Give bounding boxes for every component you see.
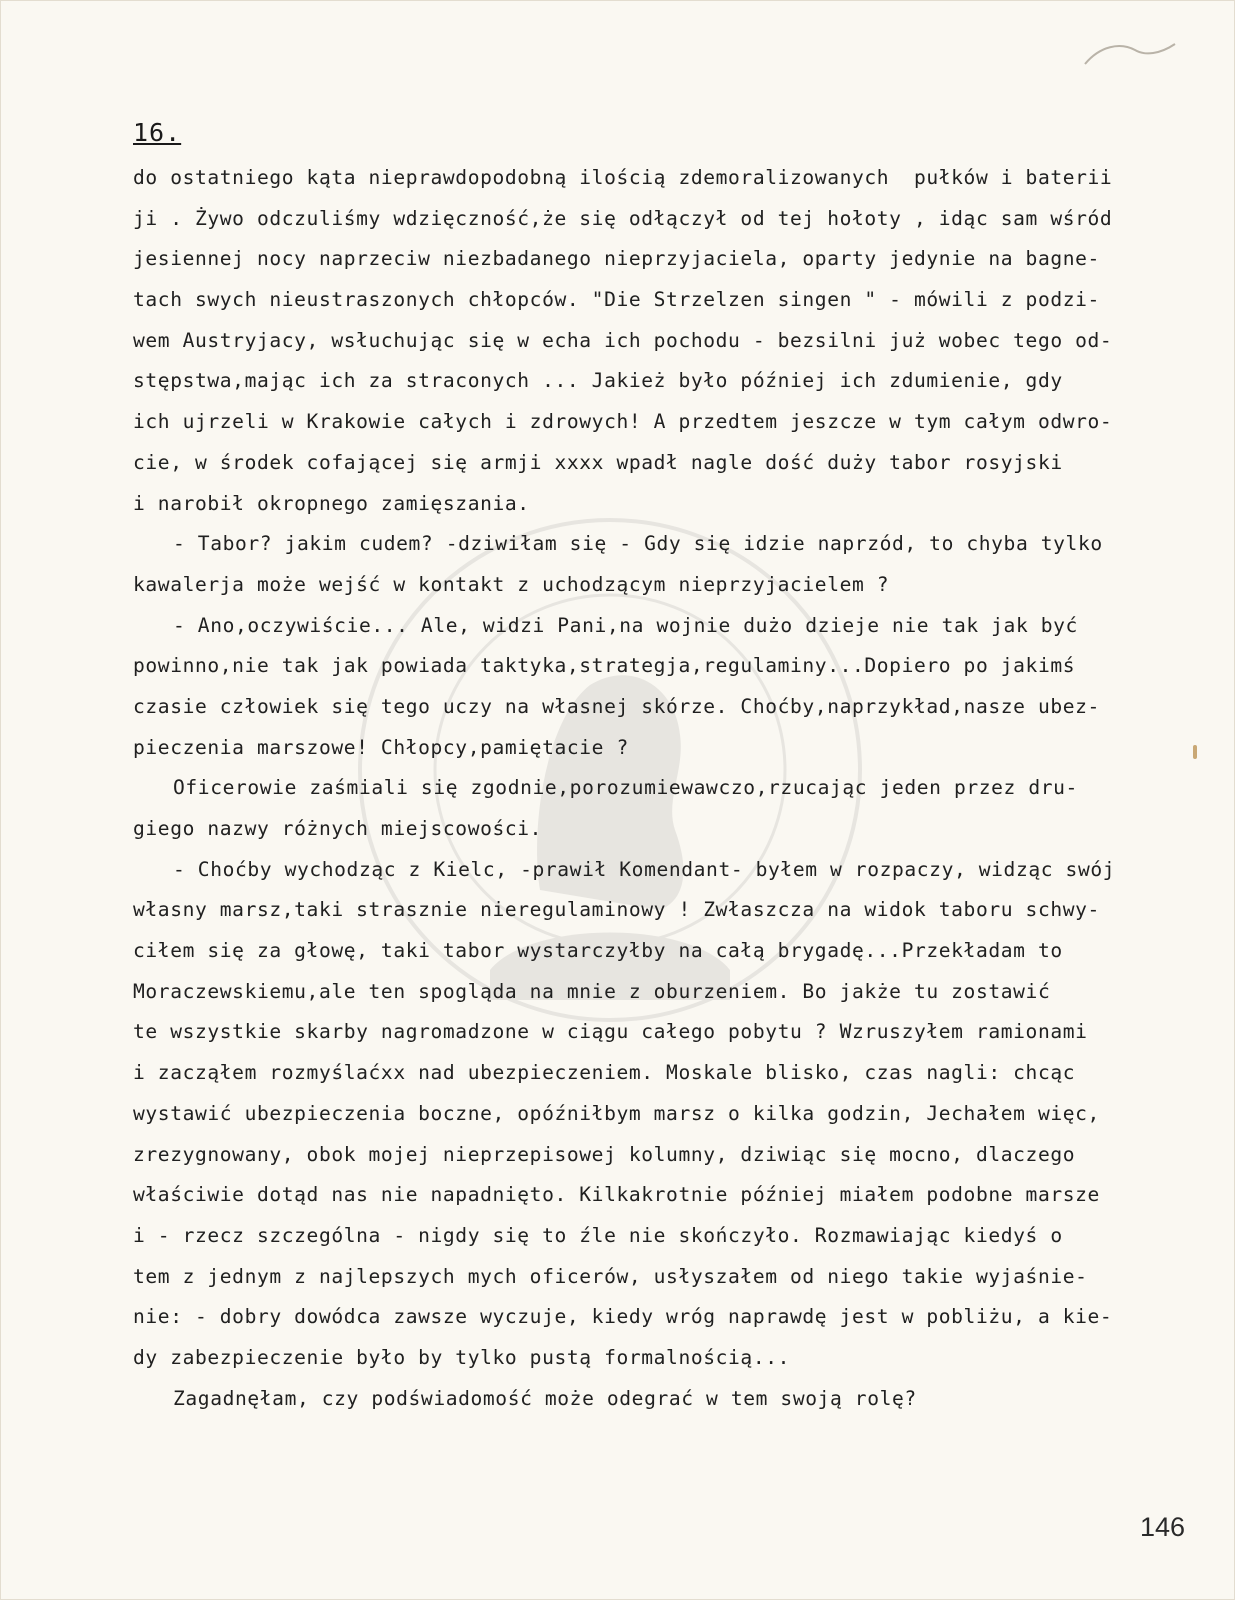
text-line: i narobił okropnego zamięszania.	[133, 491, 530, 515]
text-line: wem Austryjacy, wsłuchując się w echa ich pochodu - bezsilni już wobec tego od-	[133, 328, 1113, 352]
text-line: te wszystkie skarby nagromadzone w ciągu całego pobytu ? Wzruszyłem ramionami	[133, 1020, 1088, 1044]
text-line: powinno,nie tak jak powiada taktyka,strategja,regulaminy...Dopiero po jakimś	[133, 654, 1076, 678]
text-line: kawalerja może wejść w kontakt z uchodzącym nieprzyjacielem ?	[133, 572, 890, 596]
text-line: Zagadnęłam, czy podświadomość może odegrać w tem swoją rolę?	[173, 1386, 917, 1410]
text-line: ji . Żywo odczuliśmy wdzięczność,że się odłączył od tej hołoty , idąc sam wśród	[133, 206, 1113, 230]
text-line: i zacząłem rozmyślaćxx nad ubezpieczeniem. Moskale blisko, czas nagli: chcąc	[133, 1061, 1076, 1085]
text-line: giego nazwy różnych miejscowości.	[133, 817, 543, 840]
text-line: wystawić ubezpieczenia boczne, opóźniłbym marsz o kilka godzin, Jechałem więc,	[133, 1101, 1100, 1125]
text-line: czasie człowiek się tego uczy na własnej skórze. Choćby,naprzykład,nasze ubez-	[133, 694, 1100, 718]
edge-stain	[1193, 745, 1197, 759]
text-line: tach swych nieustraszonych chłopców. "Die Strzelzen singen " - mówili z podzi-	[133, 288, 1100, 312]
text-line: do ostatniego kąta nieprawdopodobną ilością zdemoralizowanych pułków i baterii	[133, 166, 1113, 189]
text-line: zrezygnowany, obok mojej nieprzepisowej kolumny, dziwiąc się mocno, dlaczego	[133, 1142, 1076, 1166]
text-line: stępstwa,mając ich za straconych ... Jakież było później ich zdumienie, gdy	[133, 369, 1063, 393]
text-line: właściwie dotąd nas nie napadnięto. Kilkakrotnie później miałem podobne marsze	[133, 1183, 1100, 1207]
text-line: cie, w środek cofającej się armji xxxx wpadł nagle dość duży tabor rosyjski	[133, 450, 1063, 474]
text-line: - Choćby wychodząc z Kielc, -prawił Komendant- byłem w rozpaczy, widząc swój	[173, 857, 1116, 881]
page-number: 16.	[133, 118, 182, 147]
pencil-scribble-mark	[1075, 36, 1195, 76]
text-line: i - rzecz szczególna - nigdy się to źle nie skończyło. Rozmawiając kiedyś o	[133, 1223, 1063, 1247]
text-line: ich ujrzeli w Krakowie całych i zdrowych! A przedtem jeszcze w tym całym odwro-	[133, 410, 1113, 434]
text-line: - Tabor? jakim cudem? -dziwiłam się - Gdy się idzie naprzód, to chyba tylko	[173, 532, 1103, 556]
text-line: ciłem się za głowę, taki tabor wystarczyłby na całą brygadę...Przekładam to	[133, 939, 1063, 963]
text-line: Oficerowie zaśmiali się zgodnie,porozumiewawczo,rzucając jeden przez dru-	[173, 776, 1078, 800]
text-line: dy zabezpieczenie było by tylko pustą formalnością...	[133, 1345, 791, 1369]
text-line: Moraczewskiemu,ale ten spogląda na mnie z oburzeniem. Bo jakże tu zostawić	[133, 979, 1051, 1003]
text-line: - Ano,oczywiście... Ale, widzi Pani,na wojnie dużo dzieje nie tak jak być	[173, 613, 1078, 637]
text-line: tem z jednym z najlepszych mych oficerów, usłyszałem od niego takie wyjaśnie-	[133, 1264, 1088, 1288]
text-line: pieczenia marszowe! Chłopcy,pamiętacie ?	[133, 735, 629, 759]
text-line: własny marsz,taki strasznie nieregulaminowy ! Zwłaszcza na widok taboru schwy-	[133, 898, 1100, 922]
text-line: nie: - dobry dowódca zawsze wyczuje, kiedy wróg naprawdę jest w pobliżu, a kie-	[133, 1305, 1113, 1329]
typed-text-body	[133, 158, 1193, 1419]
folio-number: 146	[1140, 1512, 1186, 1542]
text-line: jesiennej nocy naprzeciw niezbadanego nieprzyjaciela, oparty jedynie na bagne-	[133, 247, 1100, 271]
